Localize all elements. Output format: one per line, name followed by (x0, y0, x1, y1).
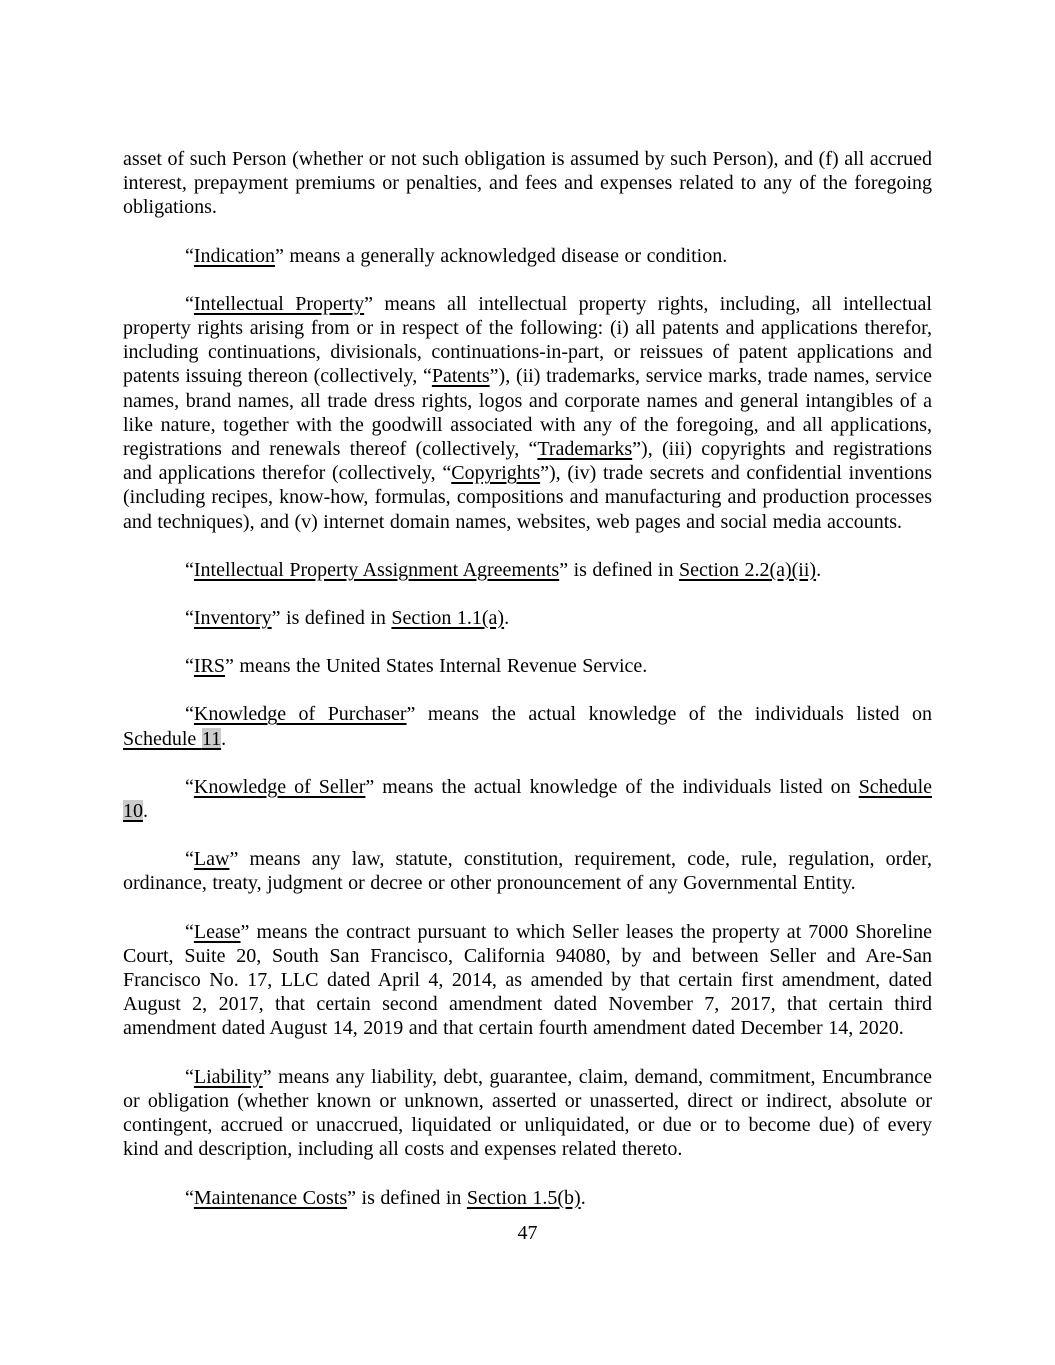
text-run: ” means the actual knowledge of the individuals listed on (406, 703, 932, 726)
defined-term: Intellectual Property (193, 292, 365, 315)
defined-term: Lease (193, 920, 241, 943)
paragraph (123, 244, 932, 268)
text-run: “ (185, 1065, 194, 1088)
page-number: 47 (517, 1222, 538, 1244)
text-run: ” means any law, statute, constitution, requirement, code, rule, regulation, order, ordinance, treaty, judgment or decree or other pronouncement of any Governmental Entity. (123, 848, 932, 895)
text-run: asset of such Person (whether or not such obligation is assumed by such Person), and (f) all accrued interest, prepayment premiums or penalties, and fees and expenses related to any of the foregoing obligations. (123, 148, 932, 219)
defined-term: Section 1.1(a) (391, 607, 505, 630)
text-run: “ (185, 920, 194, 943)
paragraph (123, 606, 932, 630)
text-run: ” is defined in (559, 558, 679, 581)
text-run: “ (185, 244, 194, 267)
text-run: “ (185, 607, 194, 630)
text-run: ”), (iv) trade secrets and confidential inventions (including recipes, know-how, formulas, compositions and manufacturing and production processes and techniques), and (v) internet domain names, websites, web pages and social media accounts. (123, 462, 932, 533)
text-run: “ (185, 848, 194, 871)
paragraph (123, 1065, 932, 1162)
text-run: ”), (iii) copyrights and registrations and applications therefor (collectively, “ (123, 438, 932, 485)
defined-term: Maintenance Costs (193, 1186, 348, 1209)
defined-term: IRS (193, 655, 226, 678)
text-run: ” means all intellectual property rights, including, all intellectual property rights arising from or in respect of the following: (i) all patents and applications therefor, including continuations, divisionals, continuations-in-part, or reissues of patent applications and patents issuing thereon (collectively, “ (123, 292, 932, 388)
paragraph (123, 775, 932, 823)
defined-term: Law (193, 848, 230, 871)
paragraph (123, 1186, 932, 1210)
defined-term: Section 2.2(a)(ii) (678, 558, 817, 581)
paragraph (123, 654, 932, 678)
text-run: ” means any liability, debt, guarantee, claim, demand, commitment, Encumbrance or obligation (whether known or unknown, asserted or unasserted, direct or indirect, absolute or contingent, accrued or unaccrued, liquidated or unliquidated, or due or to become due) of every kind and description, including all costs and expenses related thereto. (123, 1065, 932, 1161)
text-run: ” is defined in (347, 1186, 467, 1209)
defined-term: Indication (193, 244, 275, 267)
text-run: . (580, 1186, 586, 1209)
text-run: “ (185, 655, 194, 678)
text-run: “ (185, 292, 194, 315)
defined-term: Inventory (193, 607, 272, 630)
defined-term: Trademarks (537, 438, 633, 461)
text-run: ” means the contract pursuant to which Seller leases the property at 7000 Shoreline Court, Suite 20, South San Francisco, California 94080, by and between Seller and Are-San Francisco No. 17, LLC dated April 4, 2014, as amended by that certain first amendment, dated August 2, 2017, that certain second amendment dated November 7, 2017, that certain third amendment dated August 14, 2019 and that certain fourth amendment dated December 14, 2020. (123, 920, 932, 1040)
defined-term: Section 1.5(b) (466, 1186, 581, 1209)
defined-term: Copyrights (451, 462, 541, 485)
text-run: . (504, 607, 510, 630)
defined-term: Intellectual Property Assignment Agreements (193, 558, 560, 581)
highlighted-term: 10 (123, 800, 143, 823)
text-run: ” is defined in (271, 607, 392, 630)
text-run: . (221, 727, 227, 750)
paragraph (123, 292, 932, 534)
text-run: ” means a generally acknowledged disease or condition. (274, 244, 728, 267)
text-run: “ (185, 558, 194, 581)
text-run: “ (185, 703, 194, 726)
text-run: . (816, 558, 822, 581)
defined-term: Knowledge of Purchaser (193, 703, 407, 726)
text-run: “ (185, 775, 194, 798)
text-run: ”), (ii) trademarks, service marks, trade names, service names, brand names, all trade dress rights, logos and corporate names and general intangibles of a like nature, together with the goodwill associated with any of the foregoing, and all applications, registrations and renewals thereof (collectively, “ (123, 365, 932, 461)
defined-term: Liability (193, 1065, 263, 1088)
paragraph (123, 920, 932, 1041)
defined-term: Patents (431, 365, 490, 388)
document-body (123, 147, 932, 1234)
defined-term: Schedule (858, 775, 932, 798)
paragraph (123, 558, 932, 582)
text-run: ” means the actual knowledge of the individuals listed on (365, 775, 859, 798)
paragraph (123, 147, 932, 220)
text-run: ” means the United States Internal Revenue Service. (225, 655, 648, 678)
paragraph (123, 702, 932, 750)
defined-term: Schedule (123, 727, 202, 750)
highlighted-term: 11 (201, 727, 222, 750)
text-run: “ (185, 1186, 194, 1209)
paragraph (123, 847, 932, 895)
defined-term: Knowledge of Seller (193, 775, 366, 798)
text-run: . (143, 800, 148, 823)
